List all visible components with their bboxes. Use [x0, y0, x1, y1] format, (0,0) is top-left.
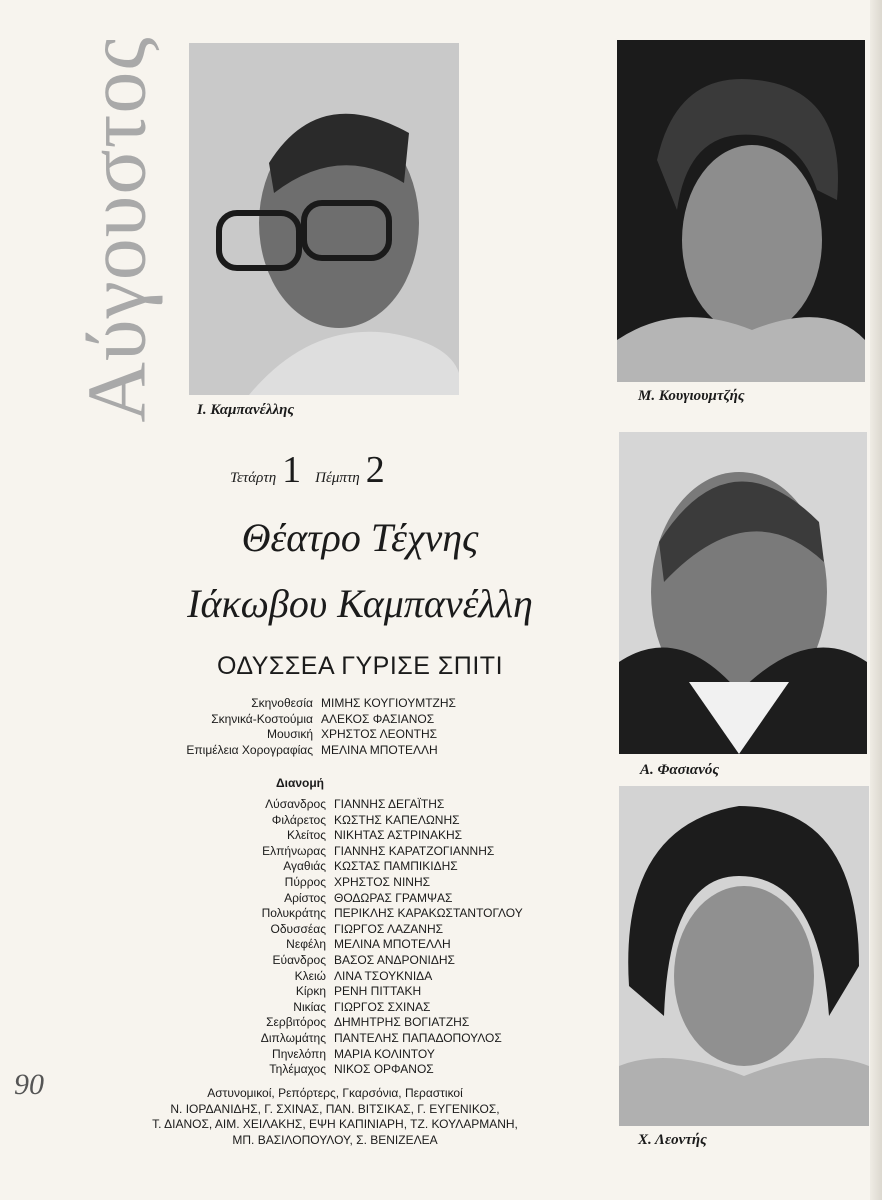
cast-role: Κλείτος	[286, 828, 326, 843]
cast-name: ΚΩΣΤΗΣ ΚΑΠΕΛΩΝΗΣ	[334, 812, 460, 827]
cast-role: Εύανδρος	[272, 952, 326, 967]
cast-name: ΚΩΣΤΑΣ ΠΑΜΠΙΚΙΔΗΣ	[334, 859, 458, 874]
month-title: Αύγουστος	[70, 35, 164, 423]
cast-name: ΒΑΣΟΣ ΑΝΔΡΟΝΙΔΗΣ	[334, 952, 455, 967]
cast-name: ΠΑΝΤΕΛΗΣ ΠΑΠΑΔΟΠΟΥΛΟΣ	[334, 1030, 502, 1045]
cast-name: ΧΡΗΣΤΟΣ ΝΙΝΗΣ	[334, 874, 431, 889]
portrait-leontis-image	[619, 786, 869, 1126]
cast-role: Νεφέλη	[286, 937, 326, 952]
theatre-title: Θέατρο Τέχνης	[241, 515, 479, 560]
caption-fasianos: Α. Φασιανός	[640, 762, 720, 778]
cast-role: Κλειώ	[294, 968, 326, 983]
cast-name: ΠΕΡΙΚΛΗΣ ΚΑΡΑΚΩΣΤΑΝΤΟΓΛΟΥ	[334, 906, 523, 921]
cast-role: Σερβιτόρος	[266, 1015, 326, 1030]
cast-name: ΛΙΝΑ ΤΣΟΥΚΝΙΔΑ	[334, 968, 433, 983]
credit-name: ΜΕΛΙΝΑ ΜΠΟΤΕΛΛΗ	[321, 742, 438, 757]
credit-row	[150, 712, 570, 728]
cast-name: ΓΙΩΡΓΟΣ ΣΧΙΝΑΣ	[334, 999, 431, 1014]
caption-kougioumtzis: Μ. Κουγιουμτζής	[638, 388, 745, 404]
cast-name: ΓΙΩΡΓΟΣ ΛΑΖΑΝΗΣ	[334, 921, 444, 936]
credit-role: Επιμέλεια Χορογραφίας	[186, 742, 313, 757]
portrait-kougioumtzis	[617, 40, 865, 382]
cast-row	[150, 922, 570, 938]
cast-row	[150, 813, 570, 829]
date-day-2: Πέμπτη	[315, 470, 360, 486]
portrait-kampanellis	[189, 43, 459, 395]
cast-row	[150, 859, 570, 875]
credit-role: Σκηνοθεσία	[251, 696, 313, 710]
credits-list	[150, 696, 570, 758]
cast-name: ΜΑΡΙΑ ΚΟΛΙΝΤΟΥ	[334, 1046, 435, 1061]
play-title: ΟΔΥΣΣΕΑ ΓΥΡΙΣΕ ΣΠΙΤΙ	[216, 652, 504, 680]
theatre-subtitle: Ιάκωβου Καμπανέλλη	[187, 581, 533, 626]
portrait-kougioumtzis-image	[617, 40, 865, 382]
cast-role: Νικίας	[293, 999, 326, 1014]
date-number-1: 1	[282, 449, 302, 491]
cast-row	[150, 797, 570, 813]
credit-role: Σκηνικά-Κοστούμια	[211, 711, 313, 726]
extras-line: ΜΠ. ΒΑΣΙΛΟΠΟΥΛΟΥ, Σ. ΒΕΝΙΖΕΛΕΑ	[232, 1132, 438, 1147]
cast-role: Πολυκράτης	[261, 906, 326, 921]
cast-name: ΓΙΑΝΝΗΣ ΚΑΡΑΤΖΟΓΙΑΝΝΗΣ	[334, 843, 495, 858]
cast-role: Αγαθιάς	[283, 859, 326, 874]
extras-credits	[100, 1086, 570, 1148]
cast-role: Πύρρος	[284, 874, 326, 889]
cast-row	[150, 984, 570, 1000]
cast-row	[150, 844, 570, 860]
cast-row	[150, 1000, 570, 1016]
cast-row	[150, 1047, 570, 1063]
cast-row	[150, 828, 570, 844]
page-number: 90	[14, 1068, 44, 1101]
cast-role: Ελπήνωρας	[262, 843, 326, 858]
cast-row	[150, 937, 570, 953]
caption-leontis: Χ. Λεοντής	[638, 1132, 707, 1148]
cast-row	[150, 906, 570, 922]
credit-role: Μουσική	[267, 727, 313, 742]
cast-list	[150, 797, 570, 1078]
date-day-1: Τετάρτη	[230, 470, 277, 486]
performance-dates	[230, 448, 430, 492]
cast-name: ΝΙΚΗΤΑΣ ΑΣΤΡΙΝΑΚΗΣ	[334, 828, 463, 843]
page-gutter	[870, 0, 882, 1200]
credit-row	[150, 696, 570, 712]
cast-role: Οδυσσέας	[270, 921, 326, 936]
cast-heading: Διανομή	[275, 776, 324, 790]
date-number-2: 2	[365, 449, 385, 491]
cast-row	[150, 891, 570, 907]
cast-name: ΘΟΔΩΡΑΣ ΓΡΑΜΨΑΣ	[334, 890, 453, 905]
cast-role: Φιλάρετος	[271, 812, 326, 827]
cast-name: ΜΕΛΙΝΑ ΜΠΟΤΕΛΛΗ	[334, 937, 451, 952]
credit-name: ΜΙΜΗΣ ΚΟΥΓΙΟΥΜΤΖΗΣ	[321, 696, 456, 710]
cast-row	[150, 875, 570, 891]
credit-name: ΧΡΗΣΤΟΣ ΛΕΟΝΤΗΣ	[321, 727, 438, 742]
credit-name: ΑΛΕΚΟΣ ΦΑΣΙΑΝΟΣ	[321, 711, 435, 726]
cast-role: Κίρκη	[295, 984, 326, 999]
caption-kampanellis: Ι. Καμπανέλλης	[197, 402, 295, 418]
portrait-fasianos-image	[619, 432, 867, 754]
extras-line: Ν. ΙΟΡΔΑΝΙΔΗΣ, Γ. ΣΧΙΝΑΣ, ΠΑΝ. ΒΙΤΣΙΚΑΣ, Γ. ΕΥΓΕΝΙΚΟΣ,	[170, 1101, 500, 1116]
cast-row	[150, 1031, 570, 1047]
cast-name: ΝΙΚΟΣ ΟΡΦΑΝΟΣ	[334, 1062, 434, 1077]
extras-line: Αστυνομικοί, Ρεπόρτερς, Γκαρσόνια, Περαστικοί	[207, 1086, 463, 1100]
cast-role: Τηλέμαχος	[269, 1062, 326, 1077]
cast-role: Λύσανδρος	[265, 797, 326, 811]
cast-row	[150, 953, 570, 969]
cast-role: Αρίστος	[284, 890, 326, 905]
portrait-kampanellis-image	[189, 43, 459, 395]
cast-row	[150, 1062, 570, 1078]
portrait-leontis	[619, 786, 869, 1126]
cast-name: ΓΙΑΝΝΗΣ ΔΕΓΑΪΤΗΣ	[334, 797, 445, 811]
cast-name: ΡΕΝΗ ΠΙΤΤΑΚΗ	[334, 984, 422, 999]
extras-line: Τ. ΔΙΑΝΟΣ, ΑΙΜ. ΧΕΙΛΑΚΗΣ, ΕΨΗ ΚΑΠΙΝΙΑΡΗ, ΤΖ. ΚΟΥΛΑΡΜΑΝΗ,	[152, 1117, 518, 1132]
cast-row	[150, 1015, 570, 1031]
portrait-fasianos	[619, 432, 867, 754]
cast-name: ΔΗΜΗΤΡΗΣ ΒΟΓΙΑΤΖΗΣ	[334, 1015, 470, 1030]
credit-row	[150, 743, 570, 759]
cast-row	[150, 969, 570, 985]
cast-role: Διπλωμάτης	[260, 1030, 326, 1045]
credit-row	[150, 727, 570, 743]
cast-role: Πηνελόπη	[272, 1046, 326, 1061]
